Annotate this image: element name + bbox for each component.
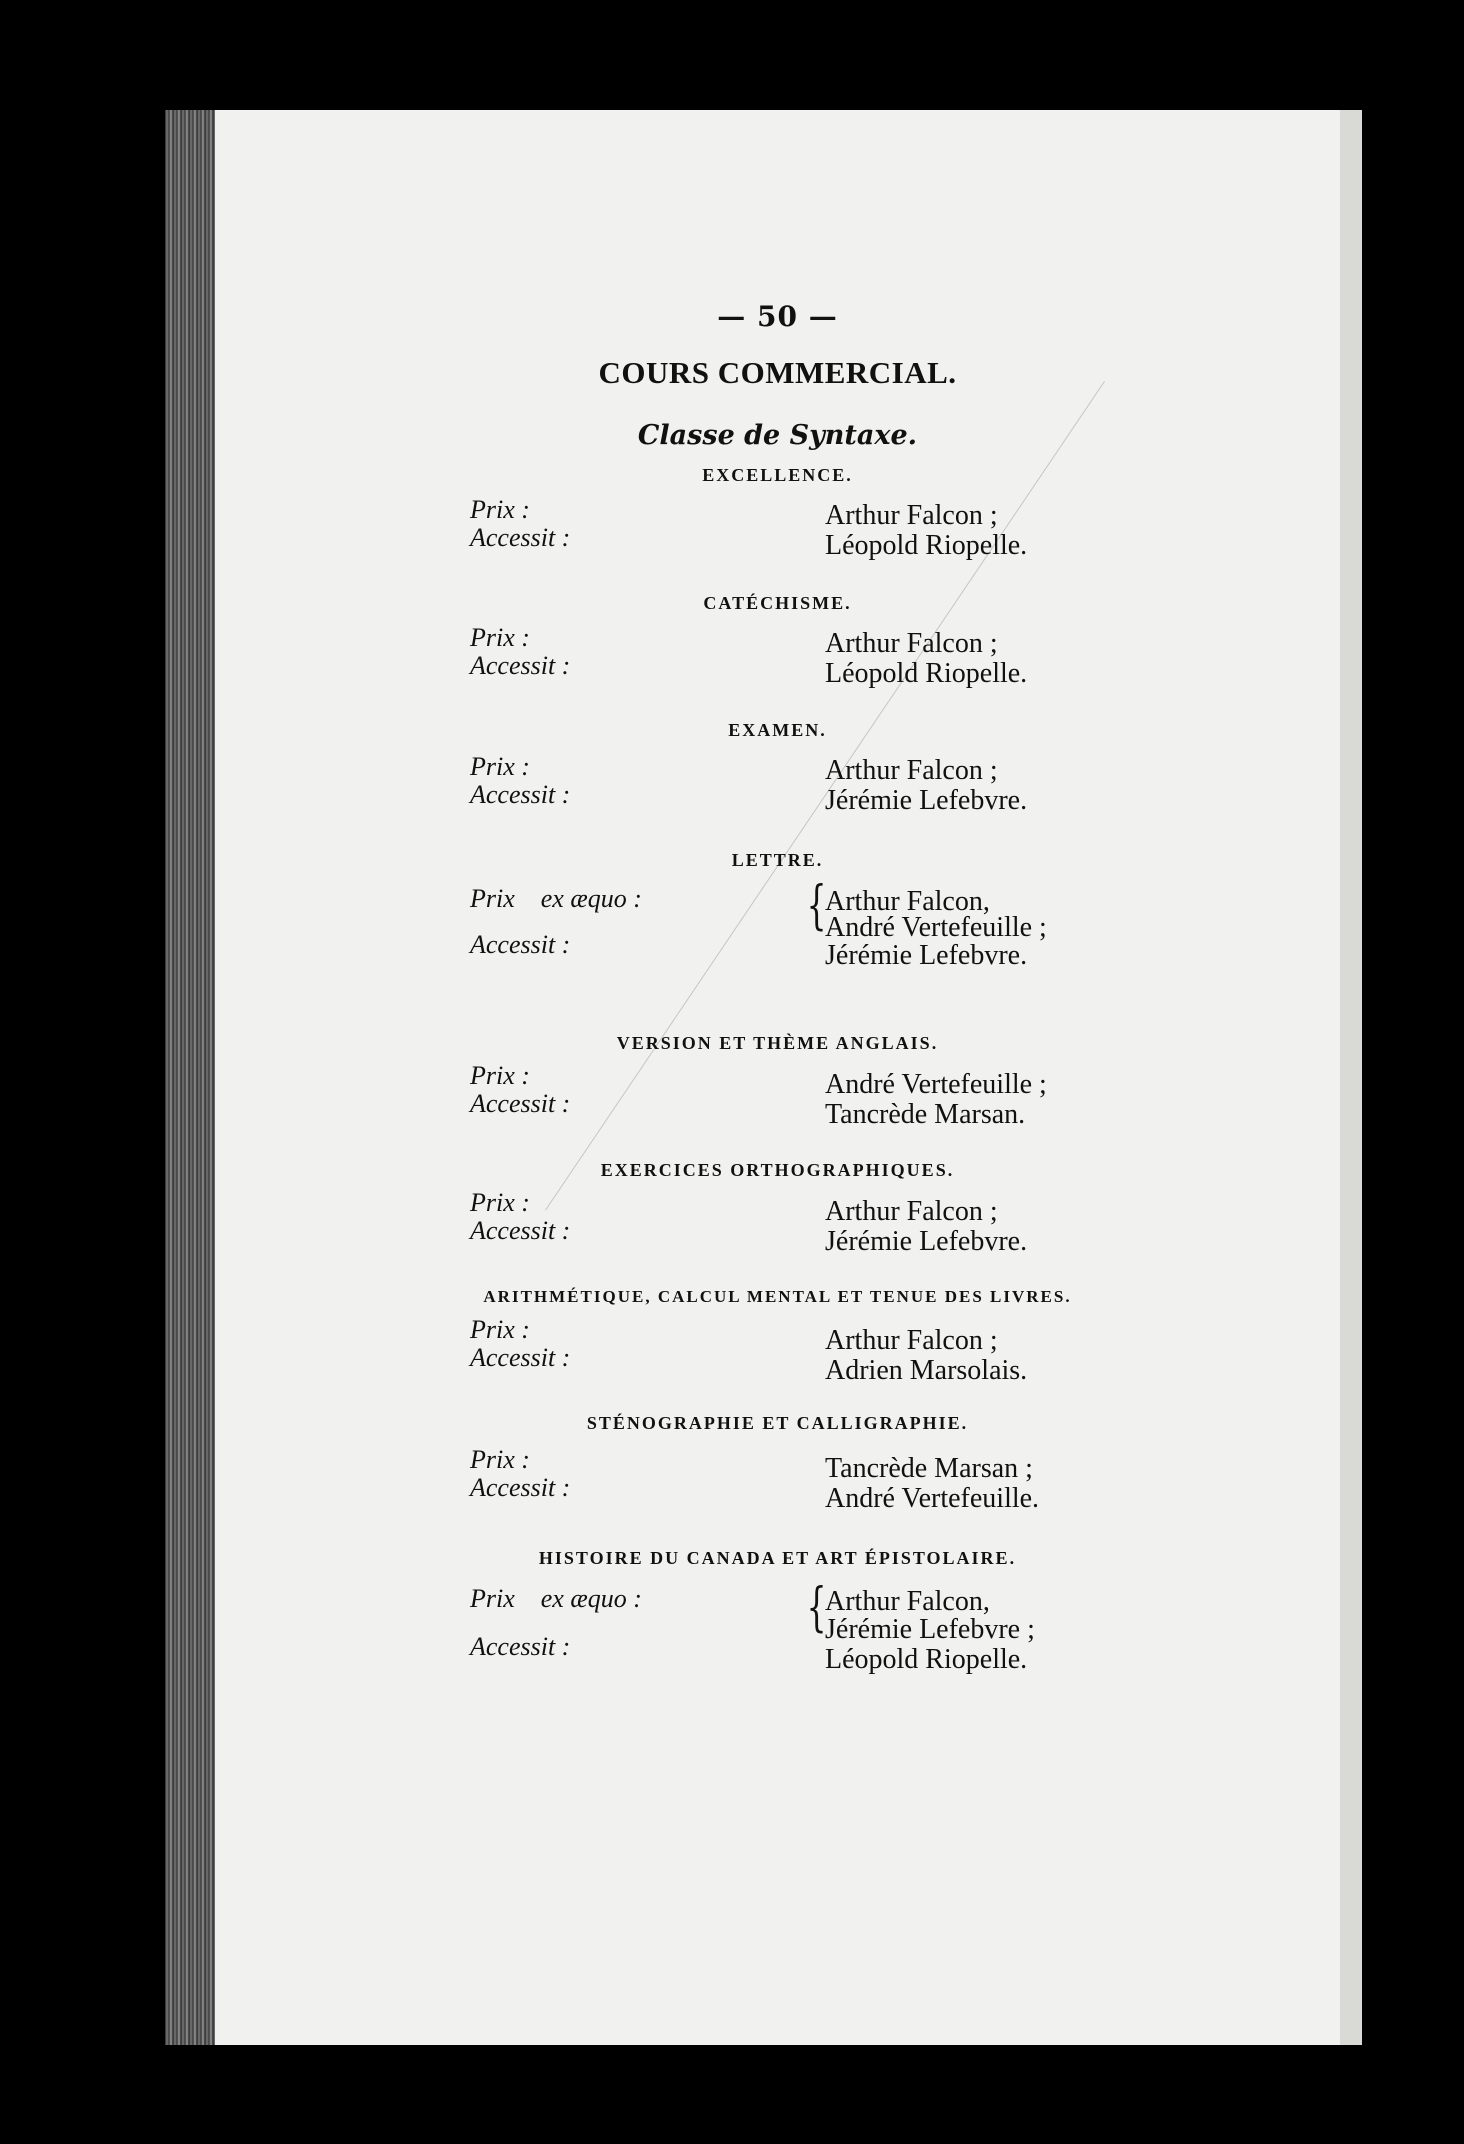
book-page: [215, 110, 1340, 2045]
prix-label: Prix :: [470, 623, 530, 652]
prix-winner: Arthur Falcon ;: [825, 628, 998, 659]
section-heading: EXCELLENCE.: [702, 465, 853, 485]
book-page-edges: [165, 110, 217, 2045]
section-heading: CATÉCHISME.: [703, 593, 852, 613]
accessit-label: Accessit :: [470, 523, 571, 552]
accessit-winner: Tancrède Marsan.: [825, 1099, 1026, 1130]
class-title: Classe de Syntaxe.: [637, 420, 918, 451]
page-number: — 50 —: [717, 300, 838, 333]
accessit-winner: Léopold Riopelle.: [825, 530, 1028, 561]
prix-winner: Arthur Falcon ;: [825, 500, 998, 531]
prix-winner-2: André Vertefeuille ;: [825, 912, 1047, 943]
prix-word: Prix: [470, 884, 515, 913]
prix-winner-1: Arthur Falcon,: [825, 886, 990, 917]
accessit-winner: Jérémie Lefebvre.: [825, 785, 1028, 816]
section-heading: EXAMEN.: [728, 720, 827, 740]
prix-label: Prix :: [470, 752, 530, 781]
prix-word: Prix: [470, 1584, 515, 1613]
prix-label: Prix :: [470, 1061, 530, 1090]
prix-winner: Tancrède Marsan ;: [825, 1453, 1033, 1484]
accessit-label: Accessit :: [470, 1216, 571, 1245]
page-title: COURS COMMERCIAL.: [598, 355, 957, 390]
accessit-label: Accessit :: [470, 780, 571, 809]
accessit-label: Accessit :: [470, 1089, 571, 1118]
prix-winner-1: Arthur Falcon,: [825, 1586, 990, 1617]
brace-icon: {: [806, 876, 827, 936]
prix-winner: Arthur Falcon ;: [825, 1196, 998, 1227]
prix-label: Prix :: [470, 1315, 530, 1344]
ex-aequo-label: ex æquo :: [540, 884, 642, 913]
accessit-label: Accessit :: [470, 1343, 571, 1372]
prix-label: Prix :: [470, 1445, 530, 1474]
prix-label: Prix :: [470, 1188, 530, 1217]
section-heading: ARITHMÉTIQUE, CALCUL MENTAL ET TENUE DES LIVRES.: [483, 1287, 1072, 1306]
brace-icon: {: [806, 1578, 827, 1638]
accessit-winner: Léopold Riopelle.: [825, 1644, 1028, 1675]
accessit-label: Accessit :: [470, 1473, 571, 1502]
prix-winner: André Vertefeuille ;: [825, 1069, 1047, 1100]
prix-winner: Arthur Falcon ;: [825, 755, 998, 786]
accessit-winner: Jérémie Lefebvre.: [825, 1226, 1028, 1257]
section-heading: VERSION ET THÈME ANGLAIS.: [616, 1033, 939, 1053]
accessit-label: Accessit :: [470, 1632, 571, 1661]
prix-label: [470, 884, 642, 914]
section-heading: STÉNOGRAPHIE ET CALLIGRAPHIE.: [586, 1413, 969, 1433]
ex-aequo-label: ex æquo :: [540, 1584, 642, 1613]
accessit-winner: Jérémie Lefebvre.: [825, 940, 1028, 971]
section-heading: LETTRE.: [731, 850, 824, 870]
prix-label: Prix :: [470, 495, 530, 524]
accessit-label: Accessit :: [470, 930, 571, 959]
facing-page-edge: [1340, 110, 1362, 2045]
section-heading: HISTOIRE DU CANADA ET ART ÉPISTOLAIRE.: [538, 1548, 1017, 1568]
accessit-winner: Adrien Marsolais.: [825, 1355, 1028, 1386]
prix-winner-2: Jérémie Lefebvre ;: [825, 1614, 1035, 1645]
accessit-winner: André Vertefeuille.: [825, 1483, 1040, 1514]
accessit-label: Accessit :: [470, 651, 571, 680]
accessit-winner: Léopold Riopelle.: [825, 658, 1028, 689]
prix-winner: Arthur Falcon ;: [825, 1325, 998, 1356]
prix-label: [470, 1584, 642, 1614]
section-heading: EXERCICES ORTHOGRAPHIQUES.: [600, 1160, 955, 1180]
